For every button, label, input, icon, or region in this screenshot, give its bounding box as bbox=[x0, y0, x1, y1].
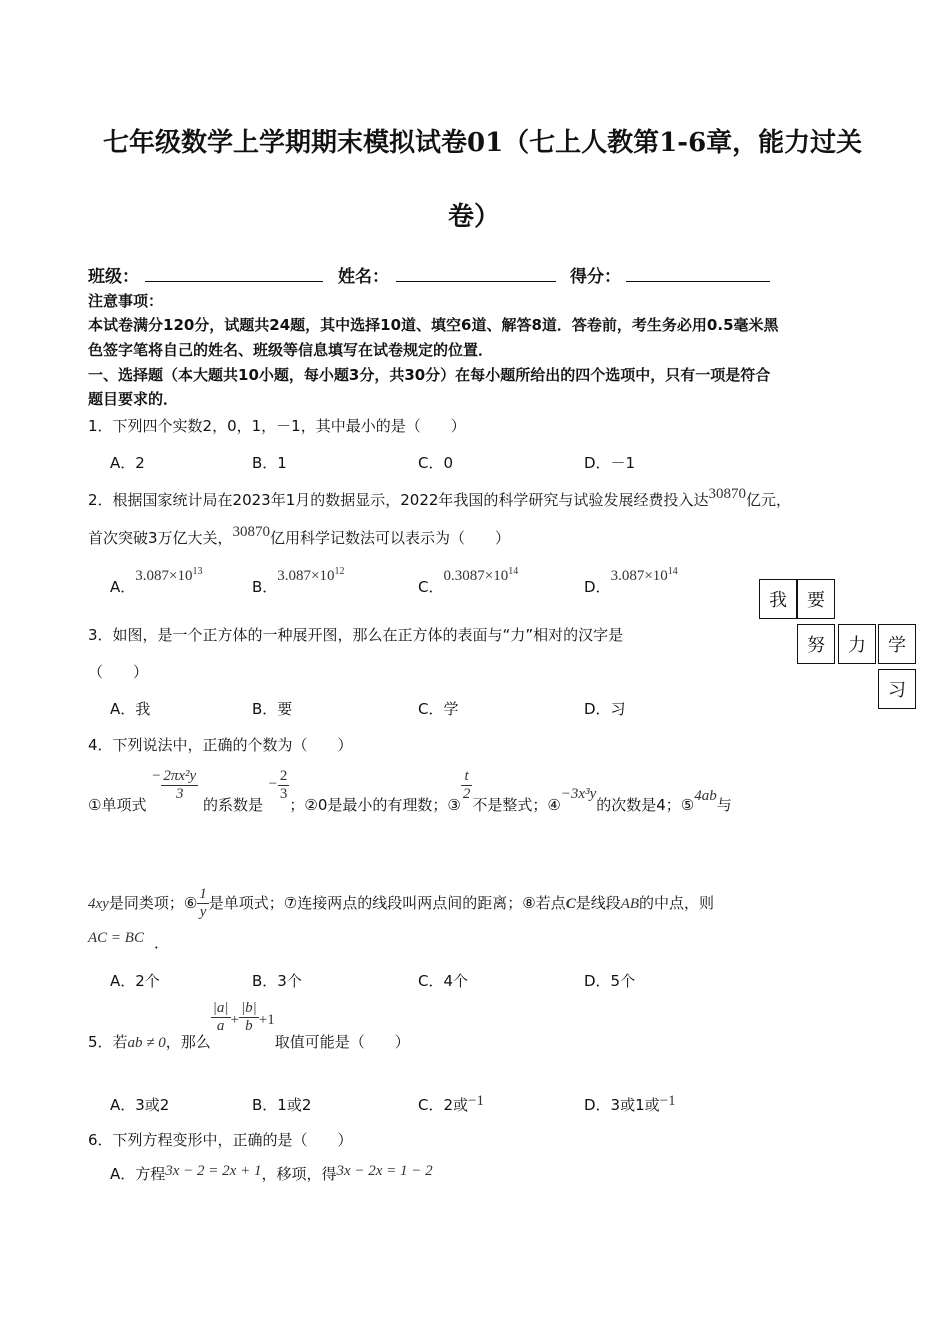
q1-option-b[interactable]: B．1 bbox=[252, 454, 287, 472]
q4-option-a[interactable]: A．2个 bbox=[110, 972, 160, 990]
score-field[interactable] bbox=[626, 281, 770, 282]
net-cell: 力 bbox=[838, 624, 876, 664]
section-heading-cont: 题目要求的． bbox=[88, 390, 179, 408]
class-label: 班级： bbox=[88, 267, 139, 287]
net-cell: 努 bbox=[797, 624, 835, 664]
q2-option-b[interactable]: B．$3.087\times 10^{12}$ bbox=[252, 566, 345, 596]
q4-option-d[interactable]: D．5个 bbox=[584, 972, 636, 990]
q4-stem: 4．下列说法中，正确的个数为（ ） bbox=[88, 736, 353, 754]
q2-option-a[interactable]: A．$3.087\times 10^{13}$ bbox=[110, 566, 203, 596]
q5-option-b[interactable]: B．1或2 bbox=[252, 1096, 312, 1114]
q1-option-a[interactable]: A．2 bbox=[110, 454, 145, 472]
net-cell: 习 bbox=[878, 669, 916, 709]
q5-option-a[interactable]: A．3或2 bbox=[110, 1096, 170, 1114]
q3-option-b[interactable]: B．要 bbox=[252, 700, 293, 718]
q4-option-b[interactable]: B．3个 bbox=[252, 972, 302, 990]
q4-statement-line: 4xy是同类项；⑥ $\frac{1}{y}$ 是单项式；⑦连接两点的线段叫两点间的距离；⑧若点C是线段AB的中点，则 bbox=[88, 885, 715, 920]
q2-stem-cont: 首次突破3万亿大关，30870亿用科学记数法可以表示为（ ） bbox=[88, 524, 511, 547]
name-field[interactable] bbox=[396, 281, 556, 282]
q4-option-c[interactable]: C．4个 bbox=[418, 972, 469, 990]
q2-option-d[interactable]: D．$3.087\times 10^{14}$ bbox=[584, 566, 678, 596]
net-cell: 我 bbox=[759, 579, 797, 619]
q3-paren: （ ） bbox=[88, 663, 149, 681]
q5-stem: 5．若ab ≠ 0，那么 $\frac{|a|}{a}$ + $\frac{|b|}{b}$ +1取值可能是（ ） bbox=[88, 1000, 410, 1051]
q1-stem: 1．下列四个实数2，0，1，－1，其中最小的是（ ） bbox=[88, 417, 466, 435]
section-heading: 一、选择题（本大题共10小题，每小题3分，共30分）在每小题所给出的四个选项中，只有一项是符合 bbox=[88, 366, 771, 384]
net-cell: 学 bbox=[878, 624, 916, 664]
q4-period: ． bbox=[154, 934, 170, 952]
name-label: 姓名： bbox=[338, 267, 389, 287]
net-cell: 要 bbox=[797, 579, 835, 619]
q3-stem: 3．如图，是一个正方体的一种展开图，那么在正方体的表面与“力”相对的汉字是 bbox=[88, 626, 624, 644]
page-title-cont: 卷） bbox=[448, 202, 501, 232]
notice-line: 色签字笔将自己的姓名、班级等信息填写在试卷规定的位置． bbox=[88, 341, 494, 359]
notice-line: 本试卷满分120分，试题共24题，其中选择10道、填空6道、解答8道．答卷前，考生务必用0.5毫米黑 bbox=[88, 316, 779, 334]
q3-option-d[interactable]: D．习 bbox=[584, 700, 626, 718]
q1-option-c[interactable]: C．0 bbox=[418, 454, 454, 472]
score-label: 得分： bbox=[570, 267, 621, 287]
q1-option-d[interactable]: D．－1 bbox=[584, 454, 636, 472]
q2-stem: 2．根据国家统计局在2023年1月的数据显示，2022年我国的科学研究与试验发展经费投入达30870亿元， bbox=[88, 486, 791, 509]
q5-option-d[interactable]: D．3或1或−1 bbox=[584, 1093, 676, 1114]
page-title: 七年级数学上学期期末模拟试卷01（七上人教第1-6章，能力过关 bbox=[103, 128, 863, 158]
q4-statement-line: ①单项式 − $\frac{\text{2πx²y}}{3}$ 的系数是 − $\frac{2}{3}$ ；②0是最小的有理数；③ $\frac{t}{2}$ 不是整式；④−3x³y的次数是4；⑤4ab与 bbox=[88, 768, 732, 814]
q3-option-c[interactable]: C．学 bbox=[418, 700, 459, 718]
q6-stem: 6．下列方程变形中，正确的是（ ） bbox=[88, 1131, 353, 1149]
class-field[interactable] bbox=[145, 281, 323, 282]
notice-heading: 注意事项： bbox=[88, 292, 164, 310]
q4-equation: AC = BC bbox=[88, 930, 144, 946]
q2-option-c[interactable]: C．$0.3087\times 10^{14}$ bbox=[418, 566, 519, 596]
q3-option-a[interactable]: A．我 bbox=[110, 700, 151, 718]
q5-option-c[interactable]: C．2或−1 bbox=[418, 1093, 484, 1114]
q6-option-a[interactable]: A．方程3x − 2 = 2x + 1，移项，得3x − 2x = 1 − 2 bbox=[110, 1163, 433, 1183]
